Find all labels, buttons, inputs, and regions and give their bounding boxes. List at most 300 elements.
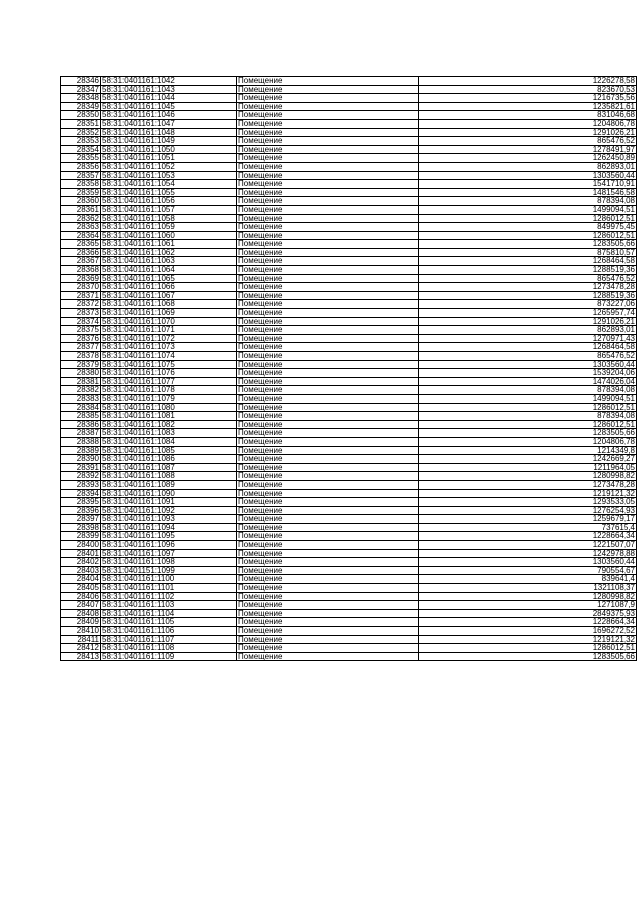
cadastral-number-cell: 58:31:0401161:1100 xyxy=(101,575,237,584)
table-row xyxy=(61,575,637,584)
cadastral-number-cell: 58:31:0401161:1101 xyxy=(101,584,237,593)
cadastral-value-cell: 865476,52 xyxy=(419,137,637,146)
cadastral-number-cell: 58:31:0401161:1052 xyxy=(101,162,237,171)
table-row xyxy=(61,394,637,403)
row-number-cell: 28412 xyxy=(61,644,101,653)
cadastral-number-cell: 58:31:0401161:1090 xyxy=(101,489,237,498)
table-row xyxy=(61,609,637,618)
cadastral-value-cell: 1228664,34 xyxy=(419,618,637,627)
table-row xyxy=(61,77,637,86)
row-number-cell: 28380 xyxy=(61,369,101,378)
table-row xyxy=(61,601,637,610)
cadastral-value-cell: 875810,57 xyxy=(419,248,637,257)
object-type-cell: Помещение xyxy=(237,334,419,343)
table-row xyxy=(61,257,637,266)
cadastral-value-cell: 1265957,74 xyxy=(419,309,637,318)
cadastral-number-cell: 58:31:0401161:1092 xyxy=(101,506,237,515)
table-row xyxy=(61,283,637,292)
cadastral-number-cell: 58:31:0401161:1064 xyxy=(101,266,237,275)
cadastral-value-cell: 790554,67 xyxy=(419,566,637,575)
object-type-cell: Помещение xyxy=(237,601,419,610)
cadastral-number-cell: 58:31:0401161:1051 xyxy=(101,154,237,163)
cadastral-number-cell: 58:31:0401161:1071 xyxy=(101,326,237,335)
row-number-cell: 28410 xyxy=(61,627,101,636)
object-type-cell: Помещение xyxy=(237,635,419,644)
row-number-cell: 28408 xyxy=(61,609,101,618)
table-row xyxy=(61,266,637,275)
cadastral-value-cell: 1286012,51 xyxy=(419,403,637,412)
cadastral-number-cell: 58:31:0401161:1106 xyxy=(101,627,237,636)
row-number-cell: 28363 xyxy=(61,223,101,232)
table-row xyxy=(61,162,637,171)
cadastral-value-cell: 1259679,17 xyxy=(419,515,637,524)
cadastral-number-cell: 58:31:0401161:1091 xyxy=(101,498,237,507)
row-number-cell: 28404 xyxy=(61,575,101,584)
table-row xyxy=(61,377,637,386)
row-number-cell: 28386 xyxy=(61,420,101,429)
row-number-cell: 28347 xyxy=(61,85,101,94)
cadastral-number-cell: 58:31:0401161:1087 xyxy=(101,463,237,472)
table-row xyxy=(61,326,637,335)
cadastral-number-cell: 58:31:0401161:1054 xyxy=(101,180,237,189)
row-number-cell: 28379 xyxy=(61,360,101,369)
row-number-cell: 28357 xyxy=(61,171,101,180)
object-type-cell: Помещение xyxy=(237,429,419,438)
cadastral-number-cell: 58:31:0401161:1046 xyxy=(101,111,237,120)
cadastral-value-cell: 1278491,97 xyxy=(419,145,637,154)
cadastral-value-cell: 1273478,28 xyxy=(419,283,637,292)
table-row xyxy=(61,437,637,446)
table-row xyxy=(61,205,637,214)
cadastral-value-cell: 823670,53 xyxy=(419,85,637,94)
object-type-cell: Помещение xyxy=(237,498,419,507)
table-row xyxy=(61,343,637,352)
cadastral-value-cell: 1303560,44 xyxy=(419,558,637,567)
row-number-cell: 28382 xyxy=(61,386,101,395)
cadastral-value-cell: 1283505,66 xyxy=(419,240,637,249)
row-number-cell: 28361 xyxy=(61,205,101,214)
object-type-cell: Помещение xyxy=(237,343,419,352)
table-row xyxy=(61,420,637,429)
row-number-cell: 28385 xyxy=(61,412,101,421)
cadastral-value-cell: 1268464,58 xyxy=(419,257,637,266)
cadastral-number-cell: 58:31:0401161:1063 xyxy=(101,257,237,266)
object-type-cell: Помещение xyxy=(237,592,419,601)
row-number-cell: 28351 xyxy=(61,119,101,128)
property-table xyxy=(60,76,637,661)
cadastral-value-cell: 1481546,58 xyxy=(419,188,637,197)
table-row xyxy=(61,480,637,489)
row-number-cell: 28352 xyxy=(61,128,101,137)
object-type-cell: Помещение xyxy=(237,162,419,171)
object-type-cell: Помещение xyxy=(237,102,419,111)
table-row xyxy=(61,627,637,636)
table-row xyxy=(61,214,637,223)
cadastral-number-cell: 58:31:0401161:1067 xyxy=(101,291,237,300)
table-row xyxy=(61,489,637,498)
object-type-cell: Помещение xyxy=(237,558,419,567)
object-type-cell: Помещение xyxy=(237,609,419,618)
object-type-cell: Помещение xyxy=(237,446,419,455)
object-type-cell: Помещение xyxy=(237,326,419,335)
cadastral-value-cell: 1286012,51 xyxy=(419,644,637,653)
object-type-cell: Помещение xyxy=(237,317,419,326)
cadastral-number-cell: 58:31:0401161:1047 xyxy=(101,119,237,128)
object-type-cell: Помещение xyxy=(237,171,419,180)
table-row xyxy=(61,515,637,524)
table-row xyxy=(61,85,637,94)
row-number-cell: 28375 xyxy=(61,326,101,335)
row-number-cell: 28374 xyxy=(61,317,101,326)
table-row xyxy=(61,446,637,455)
row-number-cell: 28383 xyxy=(61,394,101,403)
cadastral-value-cell: 1696272,52 xyxy=(419,627,637,636)
object-type-cell: Помещение xyxy=(237,257,419,266)
cadastral-value-cell: 1291026,21 xyxy=(419,128,637,137)
row-number-cell: 28389 xyxy=(61,446,101,455)
row-number-cell: 28397 xyxy=(61,515,101,524)
cadastral-value-cell: 1541710,91 xyxy=(419,180,637,189)
row-number-cell: 28387 xyxy=(61,429,101,438)
row-number-cell: 28365 xyxy=(61,240,101,249)
table-row xyxy=(61,309,637,318)
cadastral-value-cell: 1286012,51 xyxy=(419,214,637,223)
object-type-cell: Помещение xyxy=(237,352,419,361)
object-type-cell: Помещение xyxy=(237,274,419,283)
cadastral-number-cell: 58:31:0401161:1062 xyxy=(101,248,237,257)
table-row xyxy=(61,403,637,412)
table-row xyxy=(61,102,637,111)
cadastral-number-cell: 58:31:0401161:1086 xyxy=(101,455,237,464)
cadastral-value-cell: 878394,08 xyxy=(419,197,637,206)
row-number-cell: 28364 xyxy=(61,231,101,240)
row-number-cell: 28376 xyxy=(61,334,101,343)
object-type-cell: Помещение xyxy=(237,377,419,386)
cadastral-value-cell: 873227,06 xyxy=(419,300,637,309)
cadastral-value-cell: 1271087,9 xyxy=(419,601,637,610)
cadastral-number-cell: 58:31:0401161:1066 xyxy=(101,283,237,292)
row-number-cell: 28402 xyxy=(61,558,101,567)
cadastral-number-cell: 58:31:0401161:1079 xyxy=(101,394,237,403)
object-type-cell: Помещение xyxy=(237,541,419,550)
row-number-cell: 28390 xyxy=(61,455,101,464)
row-number-cell: 28349 xyxy=(61,102,101,111)
table-row xyxy=(61,558,637,567)
cadastral-number-cell: 58:31:0401161:1102 xyxy=(101,592,237,601)
table-row xyxy=(61,592,637,601)
row-number-cell: 28406 xyxy=(61,592,101,601)
table-row xyxy=(61,386,637,395)
cadastral-value-cell: 878394,08 xyxy=(419,412,637,421)
table-row xyxy=(61,334,637,343)
table-row xyxy=(61,240,637,249)
object-type-cell: Помещение xyxy=(237,223,419,232)
table-row xyxy=(61,274,637,283)
table-row xyxy=(61,463,637,472)
cadastral-number-cell: 58:31:0401161:1094 xyxy=(101,523,237,532)
cadastral-value-cell: 1283505,66 xyxy=(419,652,637,661)
cadastral-number-cell: 58:31:0401161:1048 xyxy=(101,128,237,137)
table-row xyxy=(61,188,637,197)
object-type-cell: Помещение xyxy=(237,652,419,661)
cadastral-value-cell: 1270971,43 xyxy=(419,334,637,343)
row-number-cell: 28350 xyxy=(61,111,101,120)
cadastral-value-cell: 831046,68 xyxy=(419,111,637,120)
row-number-cell: 28394 xyxy=(61,489,101,498)
table-row xyxy=(61,498,637,507)
row-number-cell: 28409 xyxy=(61,618,101,627)
row-number-cell: 28353 xyxy=(61,137,101,146)
object-type-cell: Помещение xyxy=(237,137,419,146)
cadastral-number-cell: 58:31:0401161:1065 xyxy=(101,274,237,283)
object-type-cell: Помещение xyxy=(237,111,419,120)
row-number-cell: 28399 xyxy=(61,532,101,541)
row-number-cell: 28398 xyxy=(61,523,101,532)
cadastral-number-cell: 58:31:0401161:1057 xyxy=(101,205,237,214)
cadastral-number-cell: 58:31:0401161:1070 xyxy=(101,317,237,326)
object-type-cell: Помещение xyxy=(237,369,419,378)
row-number-cell: 28371 xyxy=(61,291,101,300)
cadastral-value-cell: 1273478,28 xyxy=(419,480,637,489)
table-row xyxy=(61,506,637,515)
cadastral-value-cell: 1286012,51 xyxy=(419,420,637,429)
cadastral-number-cell: 58:31:0401161:1084 xyxy=(101,437,237,446)
cadastral-number-cell: 58:31:0401161:1069 xyxy=(101,309,237,318)
cadastral-number-cell: 58:31:0401161:1096 xyxy=(101,541,237,550)
table-row xyxy=(61,317,637,326)
cadastral-number-cell: 58:31:0401161:1060 xyxy=(101,231,237,240)
cadastral-value-cell: 1235821,61 xyxy=(419,102,637,111)
object-type-cell: Помещение xyxy=(237,463,419,472)
cadastral-value-cell: 862893,01 xyxy=(419,326,637,335)
cadastral-value-cell: 1280998,82 xyxy=(419,592,637,601)
cadastral-value-cell: 1499094,51 xyxy=(419,205,637,214)
cadastral-value-cell: 1321108,37 xyxy=(419,584,637,593)
cadastral-number-cell: 58:31:0401161:1107 xyxy=(101,635,237,644)
object-type-cell: Помещение xyxy=(237,309,419,318)
row-number-cell: 28354 xyxy=(61,145,101,154)
object-type-cell: Помещение xyxy=(237,128,419,137)
row-number-cell: 28370 xyxy=(61,283,101,292)
row-number-cell: 28356 xyxy=(61,162,101,171)
row-number-cell: 28392 xyxy=(61,472,101,481)
cadastral-value-cell: 1288519,36 xyxy=(419,291,637,300)
cadastral-value-cell: 1204806,78 xyxy=(419,437,637,446)
table-row xyxy=(61,566,637,575)
cadastral-value-cell: 1216735,56 xyxy=(419,94,637,103)
object-type-cell: Помещение xyxy=(237,489,419,498)
row-number-cell: 28391 xyxy=(61,463,101,472)
table-row xyxy=(61,231,637,240)
cadastral-number-cell: 58:31:0401161:1049 xyxy=(101,137,237,146)
object-type-cell: Помещение xyxy=(237,386,419,395)
cadastral-number-cell: 58:31:0401161:1061 xyxy=(101,240,237,249)
table-row xyxy=(61,549,637,558)
cadastral-number-cell: 58:31:0401161:1053 xyxy=(101,171,237,180)
cadastral-number-cell: 58:31:0401161:1078 xyxy=(101,386,237,395)
object-type-cell: Помещение xyxy=(237,394,419,403)
table-row xyxy=(61,360,637,369)
object-type-cell: Помещение xyxy=(237,420,419,429)
row-number-cell: 28393 xyxy=(61,480,101,489)
cadastral-value-cell: 1288519,36 xyxy=(419,266,637,275)
row-number-cell: 28355 xyxy=(61,154,101,163)
object-type-cell: Помещение xyxy=(237,283,419,292)
row-number-cell: 28381 xyxy=(61,377,101,386)
cadastral-value-cell: 1221507,07 xyxy=(419,541,637,550)
cadastral-number-cell: 58:31:0401161:1050 xyxy=(101,145,237,154)
cadastral-number-cell: 58:31:0401161:1043 xyxy=(101,85,237,94)
row-number-cell: 28411 xyxy=(61,635,101,644)
row-number-cell: 28401 xyxy=(61,549,101,558)
object-type-cell: Помещение xyxy=(237,472,419,481)
cadastral-number-cell: 58:31:0401161:1058 xyxy=(101,214,237,223)
cadastral-value-cell: 1286012,51 xyxy=(419,231,637,240)
table-row xyxy=(61,137,637,146)
row-number-cell: 28396 xyxy=(61,506,101,515)
cadastral-number-cell: 58:31:0401161:1042 xyxy=(101,77,237,86)
row-number-cell: 28369 xyxy=(61,274,101,283)
row-number-cell: 28346 xyxy=(61,77,101,86)
table-row xyxy=(61,541,637,550)
cadastral-value-cell: 1262450,89 xyxy=(419,154,637,163)
cadastral-number-cell: 58:31:0401161:1083 xyxy=(101,429,237,438)
cadastral-value-cell: 1280998,82 xyxy=(419,472,637,481)
table-row xyxy=(61,472,637,481)
object-type-cell: Помещение xyxy=(237,566,419,575)
object-type-cell: Помещение xyxy=(237,644,419,653)
row-number-cell: 28413 xyxy=(61,652,101,661)
table-row xyxy=(61,145,637,154)
object-type-cell: Помещение xyxy=(237,154,419,163)
table-row xyxy=(61,635,637,644)
cadastral-value-cell: 2849375,93 xyxy=(419,609,637,618)
cadastral-value-cell: 862893,01 xyxy=(419,162,637,171)
table-row xyxy=(61,412,637,421)
cadastral-value-cell: 1276254,93 xyxy=(419,506,637,515)
cadastral-number-cell: 58:31:0401161:1104 xyxy=(101,609,237,618)
object-type-cell: Помещение xyxy=(237,584,419,593)
cadastral-number-cell: 58:31:0401161:1044 xyxy=(101,94,237,103)
table-row xyxy=(61,369,637,378)
table-row xyxy=(61,223,637,232)
table-row xyxy=(61,180,637,189)
cadastral-number-cell: 58:31:0401161:1068 xyxy=(101,300,237,309)
object-type-cell: Помещение xyxy=(237,455,419,464)
object-type-cell: Помещение xyxy=(237,403,419,412)
cadastral-value-cell: 1474026,04 xyxy=(419,377,637,386)
table-row xyxy=(61,352,637,361)
table-row xyxy=(61,618,637,627)
object-type-cell: Помещение xyxy=(237,266,419,275)
row-number-cell: 28366 xyxy=(61,248,101,257)
object-type-cell: Помещение xyxy=(237,85,419,94)
cadastral-number-cell: 58:31:0401161:1109 xyxy=(101,652,237,661)
row-number-cell: 28395 xyxy=(61,498,101,507)
object-type-cell: Помещение xyxy=(237,180,419,189)
object-type-cell: Помещение xyxy=(237,248,419,257)
cadastral-number-cell: 58:31:0401161:1098 xyxy=(101,558,237,567)
row-number-cell: 28407 xyxy=(61,601,101,610)
cadastral-number-cell: 58:31:0401161:1093 xyxy=(101,515,237,524)
cadastral-number-cell: 58:31:0401161:1095 xyxy=(101,532,237,541)
table-row xyxy=(61,154,637,163)
table-row xyxy=(61,119,637,128)
cadastral-number-cell: 58:31:0401161:1105 xyxy=(101,618,237,627)
table-row xyxy=(61,523,637,532)
object-type-cell: Помещение xyxy=(237,77,419,86)
cadastral-value-cell: 1214349,8 xyxy=(419,446,637,455)
cadastral-value-cell: 737615,4 xyxy=(419,523,637,532)
table-row xyxy=(61,644,637,653)
table-row xyxy=(61,300,637,309)
cadastral-value-cell: 839641,4 xyxy=(419,575,637,584)
cadastral-value-cell: 865476,52 xyxy=(419,274,637,283)
row-number-cell: 28368 xyxy=(61,266,101,275)
cadastral-value-cell: 1242978,88 xyxy=(419,549,637,558)
object-type-cell: Помещение xyxy=(237,523,419,532)
row-number-cell: 28388 xyxy=(61,437,101,446)
cadastral-number-cell: 58:31:0401161:1085 xyxy=(101,446,237,455)
row-number-cell: 28373 xyxy=(61,309,101,318)
object-type-cell: Помещение xyxy=(237,618,419,627)
row-number-cell: 28360 xyxy=(61,197,101,206)
table-row xyxy=(61,248,637,257)
table-row xyxy=(61,128,637,137)
object-type-cell: Помещение xyxy=(237,291,419,300)
row-number-cell: 28384 xyxy=(61,403,101,412)
cadastral-number-cell: 58:31:0401161:1059 xyxy=(101,223,237,232)
row-number-cell: 28358 xyxy=(61,180,101,189)
cadastral-value-cell: 1293533,05 xyxy=(419,498,637,507)
cadastral-number-cell: 58:31:0401161:1074 xyxy=(101,352,237,361)
object-type-cell: Помещение xyxy=(237,480,419,489)
row-number-cell: 28405 xyxy=(61,584,101,593)
object-type-cell: Помещение xyxy=(237,575,419,584)
cadastral-value-cell: 1303560,44 xyxy=(419,360,637,369)
table-row xyxy=(61,111,637,120)
cadastral-value-cell: 1226278,58 xyxy=(419,77,637,86)
cadastral-number-cell: 58:31:0401161:1055 xyxy=(101,188,237,197)
cadastral-number-cell: 58:31:0401161:1056 xyxy=(101,197,237,206)
row-number-cell: 28377 xyxy=(61,343,101,352)
table-row xyxy=(61,584,637,593)
object-type-cell: Помещение xyxy=(237,360,419,369)
cadastral-value-cell: 1219121,32 xyxy=(419,489,637,498)
cadastral-value-cell: 1283505,66 xyxy=(419,429,637,438)
table-row xyxy=(61,455,637,464)
object-type-cell: Помещение xyxy=(237,506,419,515)
object-type-cell: Помещение xyxy=(237,231,419,240)
table-row xyxy=(61,429,637,438)
object-type-cell: Помещение xyxy=(237,627,419,636)
object-type-cell: Помещение xyxy=(237,532,419,541)
row-number-cell: 28367 xyxy=(61,257,101,266)
object-type-cell: Помещение xyxy=(237,412,419,421)
row-number-cell: 28348 xyxy=(61,94,101,103)
table-row xyxy=(61,532,637,541)
cadastral-number-cell: 58:31:0401161:1073 xyxy=(101,343,237,352)
table-row xyxy=(61,94,637,103)
cadastral-number-cell: 58:31:0401161:1103 xyxy=(101,601,237,610)
cadastral-number-cell: 58:31:0401161:1080 xyxy=(101,403,237,412)
row-number-cell: 28359 xyxy=(61,188,101,197)
object-type-cell: Помещение xyxy=(237,240,419,249)
object-type-cell: Помещение xyxy=(237,549,419,558)
object-type-cell: Помещение xyxy=(237,145,419,154)
cadastral-value-cell: 865476,52 xyxy=(419,352,637,361)
row-number-cell: 28362 xyxy=(61,214,101,223)
